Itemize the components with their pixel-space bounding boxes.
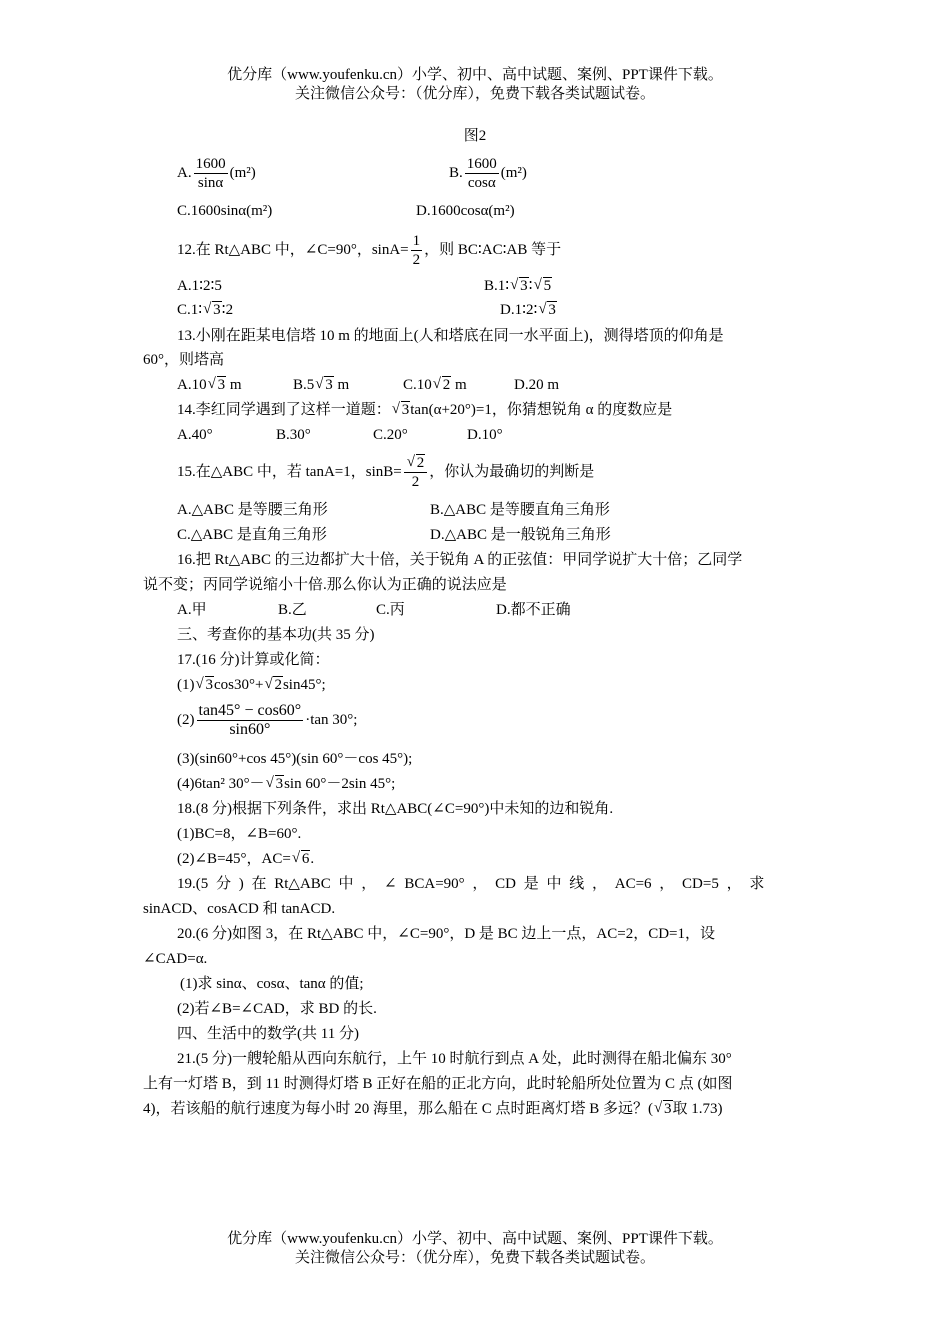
q12-num: 1	[412, 233, 421, 250]
q12-option-d	[500, 300, 557, 320]
q14-rad: 3	[401, 402, 410, 418]
q14-stem-a: 14.李红同学遇到了这样一道题：	[177, 402, 391, 418]
q14-option-b: B.30°	[276, 427, 311, 443]
q17-p2-num: tan45° − cos60°	[198, 702, 302, 720]
q16-line1: 16.把 Rt△ABC 的三边都扩大十倍，关于锐角 A 的正弦值：甲同学说扩大十倍；乙同学	[177, 552, 743, 568]
q17-part4	[177, 774, 395, 794]
q11-b-unit: (m²)	[500, 165, 527, 181]
q11-a-den: sinα	[197, 175, 224, 192]
q15-num	[404, 454, 428, 473]
q13-option-b	[293, 375, 349, 395]
q11-option-c: C.1600sinα(m²)	[177, 203, 273, 219]
q15-fraction	[404, 454, 428, 491]
sqrt-icon	[315, 375, 334, 395]
sqrt-icon	[433, 375, 452, 395]
q21-line3-a: 4)，若该船的航行速度为每小时 20 海里，那么船在 C 点时距离灯塔 B 多远？(	[143, 1101, 654, 1117]
q11-b-den: cosα	[467, 175, 496, 192]
q11-option-a	[177, 154, 256, 192]
q11-a-prefix: A.	[177, 165, 192, 181]
page-footer-line2: 关注微信公众号：（优分库），免费下载各类试题试卷。	[294, 1250, 655, 1266]
q16-option-d: D.都不正确	[496, 602, 571, 618]
q21-line3-b: 取 1.73)	[672, 1101, 723, 1117]
sqrt-icon	[654, 1099, 673, 1119]
q11-a-fraction	[194, 155, 228, 192]
q17-p4-rad: 3	[275, 776, 284, 792]
q13-c-pre: C.10	[403, 377, 432, 393]
q11-a-num: 1600	[195, 156, 226, 173]
q12-c-post: ∶2	[221, 302, 234, 318]
q17-p4-b: sin 60°－2sin 45°;	[284, 776, 396, 792]
q13-option-d: D.20 m	[514, 377, 559, 393]
q13-option-a	[177, 375, 242, 395]
q17-p2-den: sin60°	[229, 721, 271, 739]
sqrt-icon	[510, 276, 529, 296]
q11-b-prefix: B.	[449, 165, 463, 181]
q14-stem-b: tan(α+20°)=1，你猜想锐角 α 的度数应是	[410, 402, 673, 418]
q13-b-rad: 3	[325, 377, 333, 393]
q13-option-c	[403, 375, 467, 395]
q13-c-unit: m	[451, 377, 467, 393]
q17-p2-fraction	[197, 702, 304, 739]
q17-p1-c: sin45°;	[282, 677, 326, 693]
q12-stem-a: 12.在 Rt△ABC 中，∠C=90°，sinA=	[177, 242, 409, 258]
q13-b-unit: m	[333, 377, 350, 393]
q12-fraction	[411, 232, 423, 269]
q12-stem	[177, 232, 561, 269]
q21-line2: 上有一灯塔 B，到 11 时测得灯塔 B 正好在船的正北方向，此时轮船所处位置为 C 点 (如图	[143, 1076, 733, 1092]
q13-a-unit: m	[226, 377, 242, 393]
sqrt-icon	[196, 675, 215, 695]
q20-part2: (2)若∠B=∠CAD，求 BD 的长.	[177, 1001, 377, 1017]
sqrt-icon	[392, 400, 411, 420]
sqrt-icon	[538, 300, 557, 320]
q21-line3	[143, 1099, 723, 1119]
q15-stem-a: 15.在△ABC 中，若 tanA=1，sinB=	[177, 464, 402, 480]
q17-p1-b: cos30°+	[214, 677, 264, 693]
section-3-heading: 三、考查你的基本功(共 35 分)	[177, 627, 375, 643]
q12-den: 2	[412, 252, 421, 269]
q18-p2-a: (2)∠B=45°，AC=	[177, 851, 291, 867]
q17-part3: (3)(sin60°+cos 45°)(sin 60°－cos 45°);	[177, 751, 413, 767]
q17-stem: 17.(16 分)计算或化简：	[177, 652, 330, 668]
q15-num-rad: 2	[416, 455, 425, 472]
q21-line1: 21.(5 分)一艘轮船从西向东航行，上午 10 时航行到点 A 处，此时测得在船北偏东 30°	[177, 1051, 732, 1067]
q11-option-d: D.1600cosα(m²)	[416, 203, 515, 219]
q14-option-d: D.10°	[467, 427, 503, 443]
q11-b-num: 1600	[466, 156, 497, 173]
q19-line2: sinACD、cosACD 和 tanACD.	[143, 901, 336, 917]
q20-line1: 20.(6 分)如图 3，在 Rt△ABC 中，∠C=90°，D 是 BC 边上一点，AC=2，CD=1，设	[177, 926, 716, 942]
q15-option-b: B.△ABC 是等腰直角三角形	[430, 502, 610, 518]
q12-d-pre: D.1∶2∶	[500, 302, 538, 318]
q15-stem-b: ，你认为最确切的判断是	[429, 464, 595, 480]
q18-p2-rad: 6	[301, 851, 310, 867]
q14-stem	[177, 400, 672, 420]
q17-p2-a: (2)	[177, 712, 195, 728]
sqrt-icon	[292, 849, 311, 869]
q18-stem: 18.(8 分)根据下列条件，求出 Rt△ABC(∠C=90°)中未知的边和锐角.	[177, 801, 614, 817]
q12-stem-b: ，则 BC∶AC∶AB 等于	[424, 242, 562, 258]
page-header-line2: 关注微信公众号：（优分库），免费下载各类试题试卷。	[294, 86, 655, 102]
q12-option-b	[484, 276, 552, 296]
q13-a-rad: 3	[217, 377, 226, 393]
q12-c-rad: 3	[213, 302, 221, 318]
sqrt-icon	[534, 276, 553, 296]
q11-b-fraction	[465, 155, 499, 192]
q12-option-c	[177, 300, 233, 320]
sqrt-icon	[264, 675, 283, 695]
page-footer-line1: 优分库（www.youfenku.cn）小学、初中、高中试题、案例、PPT课件下载。	[227, 1231, 723, 1247]
sqrt-icon	[208, 375, 227, 395]
q16-option-c: C.丙	[376, 602, 405, 618]
q15-option-a: A.△ABC 是等腰三角形	[177, 502, 328, 518]
q17-p1-a: (1)	[177, 677, 195, 693]
q13-line2: 60°，则塔高	[143, 352, 224, 368]
q19-line1: 19.(5 分 ) 在 Rt△ABC 中 ， ∠ BCA=90° ， CD 是 中 线 ， AC=6 ， CD=5 ， 求	[177, 876, 765, 892]
q15-option-c: C.△ABC 是直角三角形	[177, 527, 327, 543]
q12-b-mid: ∶	[528, 278, 533, 294]
q13-c-rad: 2	[442, 377, 451, 393]
q20-part1: (1)求 sinα、cosα、tanα 的值;	[180, 976, 364, 992]
q14-option-a: A.40°	[177, 427, 213, 443]
figure-caption: 图2	[463, 128, 487, 144]
q16-line2: 说不变；丙同学说缩小十倍.那么你认为正确的说法应是	[143, 577, 507, 593]
q12-d-rad: 3	[548, 302, 556, 318]
q18-part1: (1)BC=8，∠B=60°.	[177, 826, 302, 842]
q17-p4-a: (4)6tan² 30°－	[177, 776, 265, 792]
q16-option-b: B.乙	[278, 602, 307, 618]
q18-p2-b: .	[310, 851, 315, 867]
q12-c-pre: C.1∶	[177, 302, 203, 318]
sqrt-icon	[407, 454, 426, 472]
q12-b-pre: B.1∶	[484, 278, 510, 294]
q17-p1-rad1: 3	[205, 677, 213, 693]
q15-option-d: D.△ABC 是一般锐角三角形	[430, 527, 611, 543]
sqrt-icon	[203, 300, 222, 320]
q12-b-rad1: 3	[520, 278, 528, 294]
q13-a-pre: A.10	[177, 377, 207, 393]
q15-den: 2	[411, 474, 420, 491]
q18-part2	[177, 849, 314, 869]
section-4-heading: 四、生活中的数学(共 11 分)	[177, 1026, 359, 1042]
page-header-line1: 优分库（www.youfenku.cn）小学、初中、高中试题、案例、PPT课件下载。	[227, 67, 723, 83]
q12-b-rad2: 5	[543, 278, 552, 294]
q14-option-c: C.20°	[373, 427, 408, 443]
q13-line1: 13.小刚在距某电信塔 10 m 的地面上(人和塔底在同一水平面上)，测得塔顶的仰角是	[177, 328, 724, 344]
q17-p2-b: ·tan 30°;	[305, 712, 358, 728]
q12-option-a: A.1∶2∶5	[177, 278, 222, 294]
q13-b-pre: B.5	[293, 377, 315, 393]
q17-p1-rad2: 2	[274, 677, 282, 693]
q11-a-unit: (m²)	[229, 165, 256, 181]
q21-rad: 3	[664, 1101, 672, 1117]
q17-part2	[177, 700, 357, 740]
sqrt-icon	[266, 774, 285, 794]
q20-line2: ∠CAD=α.	[143, 951, 208, 967]
q17-part1	[177, 675, 326, 695]
q16-option-a: A.甲	[177, 602, 207, 618]
q11-option-b	[449, 154, 527, 192]
q15-stem	[177, 452, 594, 492]
